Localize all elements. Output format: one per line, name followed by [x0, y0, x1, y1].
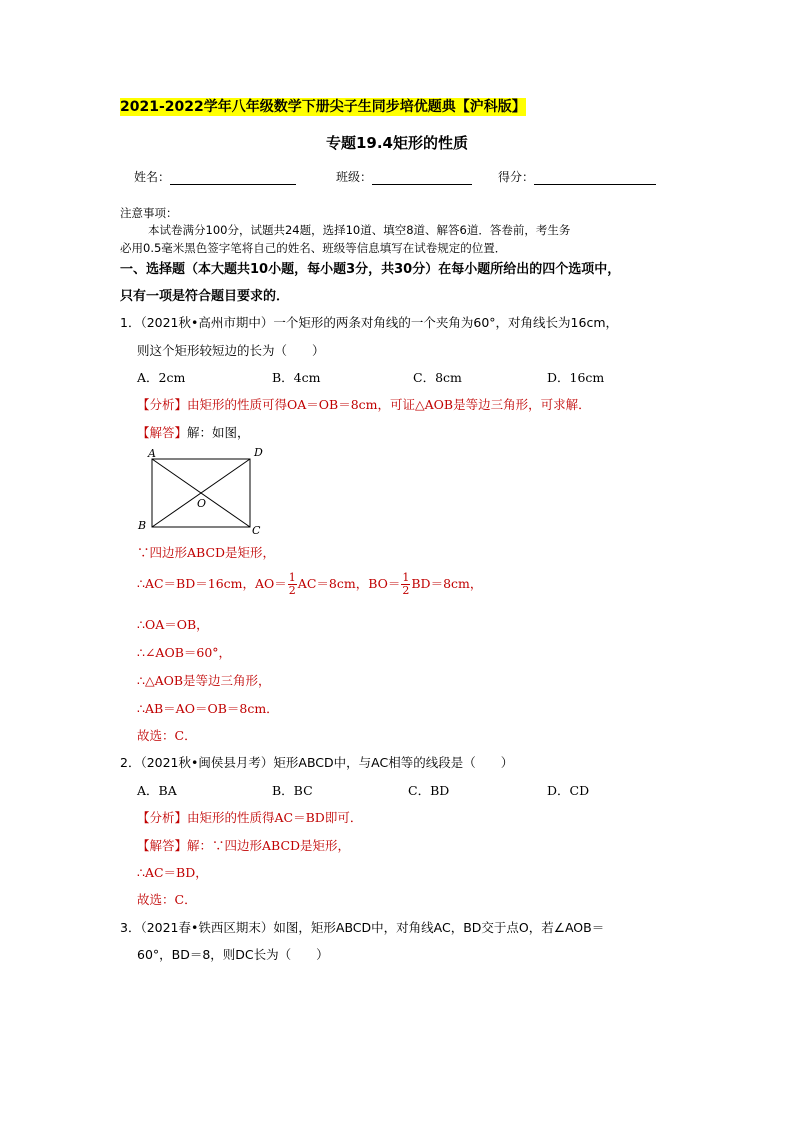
page-title: 专题19.4矩形的性质 — [325, 134, 468, 152]
q2-answer — [137, 836, 350, 854]
name-field — [134, 168, 296, 185]
fraction-half-1 — [288, 572, 297, 597]
notice-line-1: 本试卷满分100分，试题共24题，选择10道、填空8道、解答6道．答卷前，考生务 — [148, 223, 571, 237]
label-b: B — [138, 519, 147, 532]
q3-stem-2: 60°，BD＝8，则DC长为（ ） — [137, 947, 329, 962]
class-label: 班级： — [336, 170, 373, 184]
name-label: 姓名： — [134, 170, 171, 184]
q1-step-2c: BD＝8cm， — [411, 576, 483, 591]
q2-analysis-text: 由矩形的性质得AC＝BD即可． — [187, 810, 363, 825]
q1-analysis — [137, 395, 591, 413]
q2-stem: 2．（2021秋•闽侯县月考）矩形ABCD中，与AC相等的线段是（ ） — [120, 755, 514, 770]
notice-line-2: 必用0.5毫米黑色签字笔将自己的姓名、班级等信息填写在试卷规定的位置． — [120, 241, 507, 255]
score-label: 得分： — [498, 170, 535, 184]
fraction-den: 2 — [402, 584, 410, 597]
q3-stem-1: 3．（2021春•铁西区期末）如图，矩形ABCD中，对角线AC，BD交于点O，若∠AOB＝ — [120, 920, 605, 935]
q1-analysis-text: 由矩形的性质可得OA＝OB＝8cm，可证△AOB是等边三角形，可求解． — [187, 397, 591, 412]
q1-option-b: B．4cm — [272, 370, 321, 385]
q1-step-5: ∴△AOB是等边三角形， — [137, 673, 271, 688]
class-blank — [372, 172, 472, 185]
class-field — [336, 168, 472, 185]
label-d: D — [254, 446, 263, 459]
header-banner-text: 2021-2022学年八年级数学下册尖子生同步培优题典【沪科版】 — [120, 99, 526, 115]
q1-step-4: ∴∠AOB＝60°， — [137, 645, 232, 660]
q1-option-c: C．8cm — [413, 370, 462, 385]
section-1-line-2: 只有一项是符合题目要求的． — [120, 289, 290, 304]
fraction-num: 1 — [402, 571, 410, 584]
q2-step-1: ∴AC＝BD， — [137, 865, 208, 880]
q1-answer-label: 【解答】 — [137, 425, 188, 440]
section-1-line-1: 一、选择题（本大题共10小题，每小题3分，共30分）在每小题所给出的四个选项中， — [120, 262, 621, 277]
fraction-half-2 — [401, 572, 410, 597]
score-field — [498, 168, 656, 185]
q2-option-c: C．BD — [408, 783, 450, 798]
name-blank — [170, 172, 296, 185]
q2-answer-text: 解：∵四边形ABCD是矩形， — [187, 838, 351, 853]
q1-option-a: A．2cm — [137, 370, 186, 385]
q1-answer-text: 解：如图， — [187, 425, 250, 440]
notice-heading: 注意事项： — [120, 206, 178, 220]
q1-step-6: ∴AB＝AO＝OB＝8cm． — [137, 701, 279, 716]
q1-step-1: ∵四边形ABCD是矩形， — [137, 545, 276, 560]
q1-answer — [137, 423, 250, 441]
fraction-num: 1 — [288, 571, 296, 584]
q1-stem-2: 则这个矩形较短边的长为（ ） — [137, 343, 325, 358]
q1-step-3: ∴OA＝OB， — [137, 617, 209, 632]
q2-option-a: A．BA — [137, 783, 177, 798]
q1-step-2a: ∴AC＝BD＝16cm，AO＝ — [137, 576, 287, 591]
score-blank — [534, 172, 656, 185]
q1-stem-1: 1．（2021秋•高州市期中）一个矩形的两条对角线的一个夹角为60°，对角线长为16cm， — [120, 315, 618, 330]
label-a: A — [148, 447, 156, 460]
q2-answer-label: 【解答】 — [137, 838, 188, 853]
q1-analysis-label: 【分析】 — [137, 397, 188, 412]
rectangle-figure — [132, 444, 272, 538]
label-c: C — [252, 524, 261, 537]
fraction-den: 2 — [288, 584, 296, 597]
q2-option-b: B．BC — [272, 783, 313, 798]
q2-step-2: 故选：C． — [137, 892, 197, 907]
q1-option-d: D．16cm — [547, 370, 605, 385]
q1-step-2b: AC＝8cm，BO＝ — [297, 576, 401, 591]
label-o: O — [197, 497, 207, 510]
q1-step-7: 故选：C． — [137, 728, 197, 743]
header-banner — [120, 96, 526, 116]
q1-step-2 — [137, 572, 482, 597]
q2-analysis — [137, 808, 362, 826]
q2-option-d: D．CD — [547, 783, 590, 798]
q2-analysis-label: 【分析】 — [137, 810, 188, 825]
